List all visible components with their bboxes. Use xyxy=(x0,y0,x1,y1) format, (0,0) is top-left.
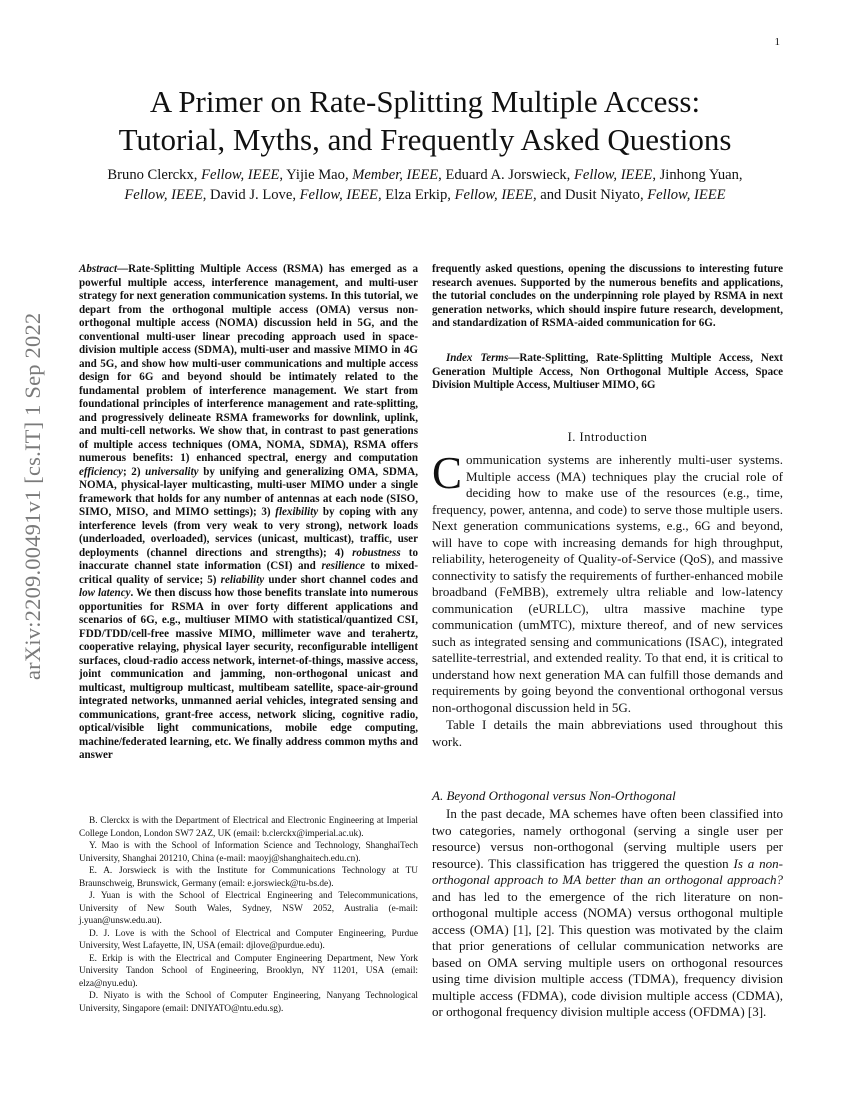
footnote-4: J. Yuan is with the School of Electrical Engineering and Telecommunications, University of New South Wales, Sydney, NSW 2052, Australia (e-mail: j.yuan@unsw.edu.au). xyxy=(79,891,418,926)
subsection-heading: A. Beyond Orthogonal versus Non-Orthogonal xyxy=(432,788,676,803)
footnote-3: E. A. Jorswieck is with the Institute for Communications Technology at TU Braunschweig, Brunswick, Germany (email: e.jorswieck@tu-bs.de). xyxy=(79,866,418,889)
abstract-lead: Abstract xyxy=(79,263,118,275)
page-number: 1 xyxy=(774,36,780,48)
introduction-body xyxy=(432,448,783,750)
arxiv-identifier[interactable]: arXiv:2209.00491v1 [cs.IT] 1 Sep 2022 xyxy=(20,312,45,680)
footnote-7: D. Niyato is with the School of Computer Engineering, Nanyang Technological University, Singapore (email: DNIYATO@ntu.edu.sg). xyxy=(79,991,418,1014)
abstract-continuation: frequently asked questions, opening the discussions to interesting future research avenues. Supported by the numerous benefits and applications, the tutorial concludes on the underpinning role played by RSMA in next generation networks, which should inspire future research, development, and standardization of RSMA-aided communication for 6G. xyxy=(432,263,783,329)
abstract xyxy=(79,263,418,763)
index-terms-body: —Rate-Splitting, Rate-Splitting Multiple Access, Next Generation Multiple Access, Non Orthogonal Multiple Access, Space Division Multiple Access, Multiuser MIMO, 6G xyxy=(432,352,783,391)
intro-paragraph-1-text: ommunication systems are inherently multi-user systems. Multiple access (MA) techniques play the crucial role of deciding how to make use of the resources (e.g., time, frequency, power, antenna, and code) to serve those multiple users. Next generation communications systems, e.g., 6G and beyond, will have to cope with increasing demands for high throughput, reliability, heterogeneity of Quality-of-Service (QoS), and massive connectivity to satisfy the requirements of further-enhanced mobile broadband (FeMBB), extremely ultra reliable and low-latency communication (eURLLC), ultra massive machine type communication (umMTC), mixture thereof, and of new services such as integrated sensing and communications (ISAC), integrated satellite-terrestrial, and extended reality. To that end, it is critical to understand how next generation MA can fulfill those demands and requirements by going beyond the conventional orthogonal versus non-orthogonal discussion held in 5G. xyxy=(432,452,783,715)
index-terms xyxy=(432,352,783,393)
title-line-1: A Primer on Rate-Splitting Multiple Access: xyxy=(149,84,701,119)
intro-paragraph-1 xyxy=(432,448,783,716)
author-list: Bruno Clerckx, Fellow, IEEE, Yijie Mao, Member, IEEE, Eduard A. Jorswieck, Fellow, IEEE, Jinhong Yuan, Fellow, IEEE, David J. Love, Fellow, IEEE, Elza Erkip, Fellow, IEEE, and Dusit Niyato, Fellow, IEEE xyxy=(107,167,743,203)
subsection-body: In the past decade, MA schemes have often been classified into two categories, namely orthogonal (serving a single user per resource) versus non-orthogonal (serving multiple users per resource). This classification has triggered the question Is a non-orthogonal approach to MA better than an orthogonal approach? and has led to the emergence of the rich literature on non-orthogonal multiple access (NOMA) versus orthogonal multiple access (OMA) [1], [2]. This question was motivated by the claim that prior generations of cellular communication networks are based on OMA serving multiple users on orthogonal resources using time division multiple access (TDMA), frequency division multiple access (FDMA), code division multiple access (CDMA), or orthogonal frequency division multiple access (OFDMA) [3]. xyxy=(432,806,783,1019)
title-line-2: Tutorial, Myths, and Frequently Asked Questions xyxy=(118,122,732,157)
footnote-2: Y. Mao is with the School of Information Science and Technology, ShanghaiTech University, Shanghai 201210, China (e-mail: maoyj@shanghaitech.edu.cn). xyxy=(79,841,418,864)
index-terms-lead: Index Terms xyxy=(446,352,509,364)
intro-paragraph-2: Table I details the main abbreviations used throughout this work. xyxy=(432,717,783,749)
footnote-6: E. Erkip is with the Electrical and Computer Engineering Department, New York University Tandon School of Engineering, Brooklyn, NY 11201, USA (email: elza@nyu.edu). xyxy=(79,953,418,989)
abstract-body: —Rate-Splitting Multiple Access (RSMA) has emerged as a powerful multiple access, interference management, and multi-user strategy for next generation communication systems. In this tutorial, we depart from the orthogonal multiple access (OMA) versus non-orthogonal multiple access (NOMA) discussion held in 5G, and the conventional multi-user linear precoding approach used in space-division multiple access (SDMA), multi-user and massive MIMO in 4G and 5G, and show how multi-user communications and multiple access design for 6G and beyond should be intimately related to the fundamental problem of interference management. We start from foundational principles of interference management and rate-splitting, and progressively delineate RSMA frameworks for downlink, uplink, and multi-cell networks. We show that, in contrast to past generations of multiple access techniques (OMA, NOMA, SDMA), RSMA offers numerous benefits: 1) enhanced spectral, energy and computation efficiency; 2) universality by unifying and generalizing OMA, SDMA, NOMA, physical-layer multicasting, multi-user MIMO under a single framework that holds for any number of antennas at each node (SISO, SIMO, MISO, and MIMO settings); 3) flexibility by coping with any interference levels (from very weak to very strong), network loads (underloaded, overloaded), services (unicast, multicast), traffic, user deployments (channel directions and strengths); 4) robustness to inaccurate channel state information (CSI) and resilience to mixed-critical quality of service; 5) reliability under short channel codes and low latency. We then discuss how those benefits translate into numerous opportunities for RSMA in over forty different applications and scenarios of 6G, e.g., multiuser MIMO with statistical/quantized CSI, FDD/TDD/cell-free massive MIMO, millimeter wave and terahertz, cooperative relaying, physical layer security, reconfigurable intelligent surfaces, cloud-radio access network, internet-of-things, massive access, joint communication and jamming, non-orthogonal unicast and multicast, multigroup multicast, multibeam satellite, space-air-ground integrated networks, unmanned aerial vehicles, integrated sensing and communications, grant-free access, network slicing, cognitive radio, optical/visible light communications, mobile edge computing, machine/federated learning, etc. We finally address common myths and answer xyxy=(79,263,419,761)
footnote-5: D. J. Love is with the School of Electrical and Computer Engineering, Purdue University, West Lafayette, IN, USA (email: djlove@purdue.edu). xyxy=(79,928,418,951)
paper-title xyxy=(0,83,850,159)
drop-cap: C xyxy=(432,448,463,498)
author-footnotes xyxy=(79,815,418,1015)
footnote-1: B. Clerckx is with the Department of Electrical and Electronic Engineering at Imperial College London, London SW7 2AZ, UK (email: b.clerckx@imperial.ac.uk). xyxy=(79,816,418,839)
section-heading-introduction: I. Introduction xyxy=(567,430,648,444)
